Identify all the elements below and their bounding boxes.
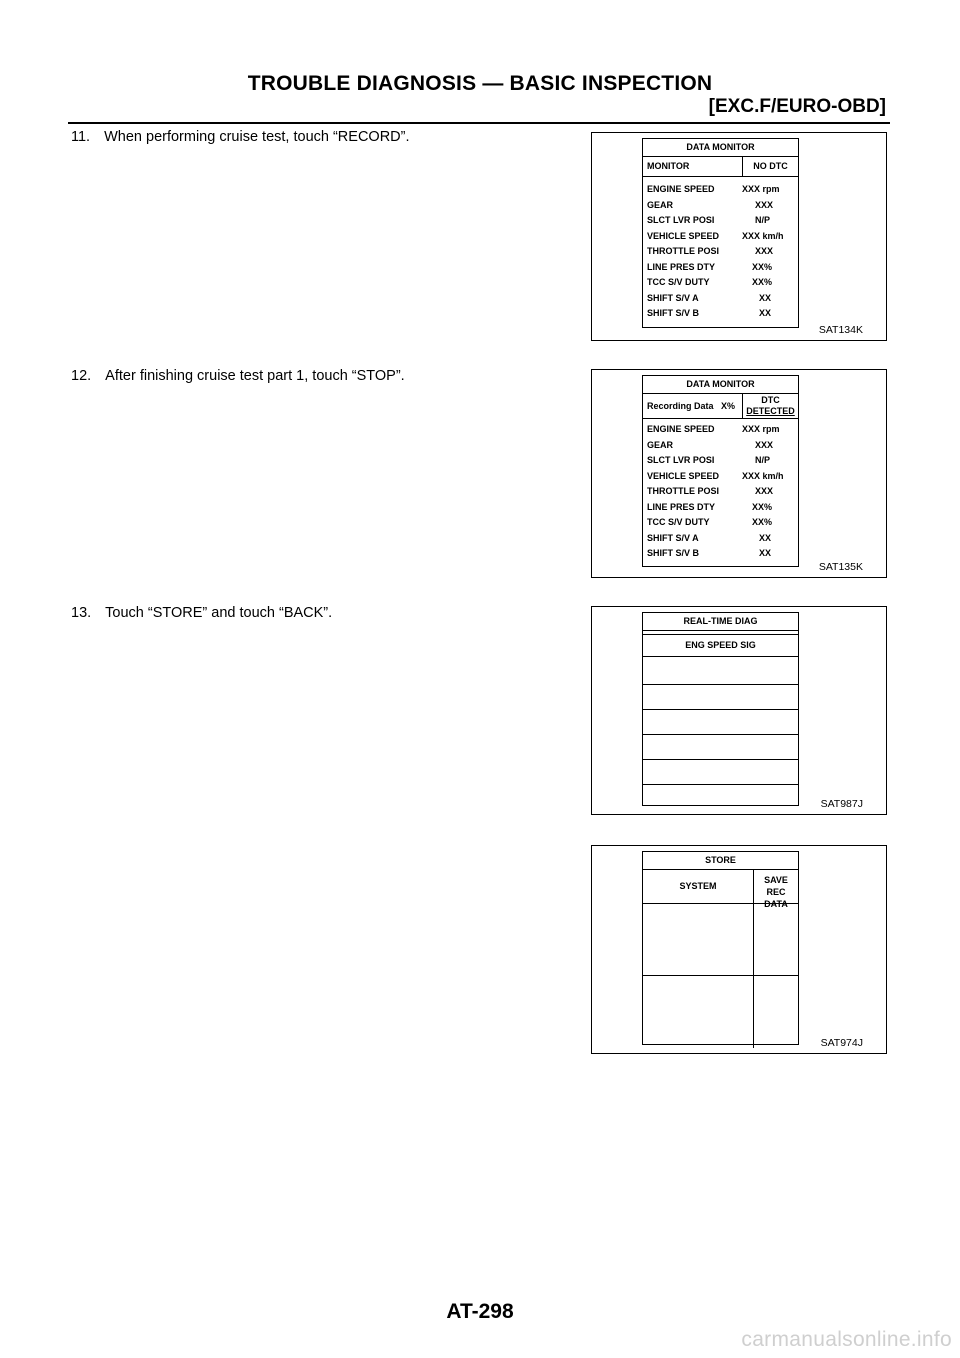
system-column: SYSTEM (679, 881, 717, 891)
monitor-row (643, 500, 798, 516)
save-cell[interactable] (753, 976, 798, 1048)
item-name: LINE PRES DTY (647, 261, 716, 272)
figure-code: SAT987J (820, 798, 863, 810)
monitor-row (643, 546, 798, 562)
item-value: XX% (752, 517, 773, 527)
screen-title: REAL-TIME DIAG (643, 613, 798, 631)
monitor-header-row (643, 157, 798, 177)
step-number: 12. (71, 368, 92, 384)
step-number: 13. (71, 605, 92, 621)
figure-code: SAT134K (818, 324, 863, 336)
figure-store (591, 845, 887, 1054)
item-name: GEAR (647, 199, 674, 210)
dtc-label: DTC (761, 395, 780, 405)
item-name: TCC S/V DUTY (647, 517, 710, 527)
figure-data-monitor-recording (591, 369, 887, 578)
monitor-row (643, 453, 798, 469)
item-name: SHIFT S/V B (647, 308, 700, 318)
data-label: DATA (764, 899, 788, 909)
monitor-row (643, 244, 798, 260)
monitor-row (643, 213, 798, 229)
item-value: XXX km/h (742, 230, 784, 241)
empty-row (643, 735, 798, 760)
item-value: XXX (755, 246, 774, 256)
page-number: AT-298 (446, 1300, 514, 1323)
system-cell (643, 976, 753, 1048)
monitor-row (643, 198, 798, 214)
monitor-row (643, 229, 798, 245)
item-value: XX (759, 548, 772, 558)
step-text: Touch “STORE” and touch “BACK”. (105, 605, 333, 621)
item-name: LINE PRES DTY (647, 501, 716, 512)
monitor-rows (643, 177, 798, 322)
empty-row (643, 685, 798, 710)
figure-data-monitor-no-dtc (591, 132, 887, 341)
monitor-row (643, 182, 798, 198)
real-time-diag-screen (642, 612, 799, 806)
figure-real-time-diag (591, 606, 887, 815)
store-header-row (643, 870, 798, 909)
monitor-label: MONITOR (647, 161, 690, 171)
monitor-row (643, 422, 798, 438)
store-screen (642, 851, 799, 1045)
dtc-status: NO DTC (742, 157, 798, 176)
item-value: XX% (752, 261, 773, 272)
monitor-row (643, 260, 798, 276)
recording-header-row (643, 394, 798, 419)
detected-label: DETECTED (746, 406, 795, 416)
recording-data-label: Recording Data X% (647, 401, 736, 411)
store-row[interactable] (643, 976, 798, 1048)
item-value: XXX rpm (742, 424, 780, 434)
save-rec-data-column (753, 870, 798, 909)
item-name: SLCT LVR POSI (647, 455, 715, 465)
page-title: TROUBLE DIAGNOSIS — BASIC INSPECTION (247, 72, 713, 95)
item-name: SHIFT S/V A (647, 292, 699, 303)
monitor-row (643, 469, 798, 485)
item-value: XXX (755, 486, 774, 496)
item-name: SHIFT S/V A (647, 532, 699, 543)
item-name: THROTTLE POSI (647, 246, 719, 256)
item-name: ENGINE SPEED (647, 184, 715, 194)
item-value: XX% (752, 501, 773, 512)
item-name: THROTTLE POSI (647, 486, 719, 496)
item-value: N/P (755, 455, 771, 465)
step-13 (71, 604, 332, 622)
eng-speed-sig-button[interactable]: ENG SPEED SIG (643, 634, 798, 657)
item-name: GEAR (647, 439, 674, 450)
monitor-row (643, 291, 798, 307)
item-value: XX (759, 532, 772, 543)
save-rec-label: SAVE REC (764, 875, 788, 897)
item-value: N/P (755, 215, 771, 225)
dtc-detected-button[interactable] (742, 394, 798, 418)
monitor-rows (643, 419, 798, 562)
data-monitor-screen (642, 375, 799, 567)
item-value: XXX (755, 439, 774, 450)
monitor-row (643, 438, 798, 454)
save-cell[interactable] (753, 904, 798, 975)
item-name: SHIFT S/V B (647, 548, 700, 558)
header-divider (68, 122, 890, 124)
store-row[interactable] (643, 904, 798, 976)
screen-title: STORE (643, 852, 798, 870)
item-value: XX (759, 292, 772, 303)
monitor-row (643, 515, 798, 531)
footer-watermark-link[interactable]: carmanualsonline.info (741, 1328, 952, 1351)
step-number: 11. (71, 129, 91, 145)
screen-title: DATA MONITOR (643, 376, 798, 394)
item-name: SLCT LVR POSI (647, 215, 715, 225)
item-name: VEHICLE SPEED (647, 230, 720, 241)
monitor-row (643, 275, 798, 291)
step-text: When performing cruise test, touch “RECORD”. (104, 129, 410, 145)
screen-title: DATA MONITOR (643, 139, 798, 157)
figure-code: SAT974J (820, 1037, 863, 1049)
step-text: After finishing cruise test part 1, touch “STOP”. (105, 368, 405, 384)
item-value: XXX km/h (742, 470, 784, 481)
figure-code: SAT135K (818, 561, 863, 573)
data-monitor-screen (642, 138, 799, 328)
empty-row (643, 659, 798, 685)
empty-row (643, 710, 798, 735)
item-value: XXX rpm (742, 184, 780, 194)
item-value: XX% (752, 277, 773, 287)
system-cell (643, 904, 753, 975)
monitor-row (643, 531, 798, 547)
item-name: ENGINE SPEED (647, 424, 715, 434)
section-subtitle: [EXC.F/EURO-OBD] (708, 96, 886, 117)
step-11 (71, 128, 410, 146)
item-name: VEHICLE SPEED (647, 470, 720, 481)
item-name: TCC S/V DUTY (647, 277, 710, 287)
item-value: XX (759, 308, 772, 318)
step-12 (71, 367, 405, 385)
item-value: XXX (755, 199, 774, 210)
monitor-row (643, 484, 798, 500)
empty-row (643, 760, 798, 785)
monitor-row (643, 306, 798, 322)
